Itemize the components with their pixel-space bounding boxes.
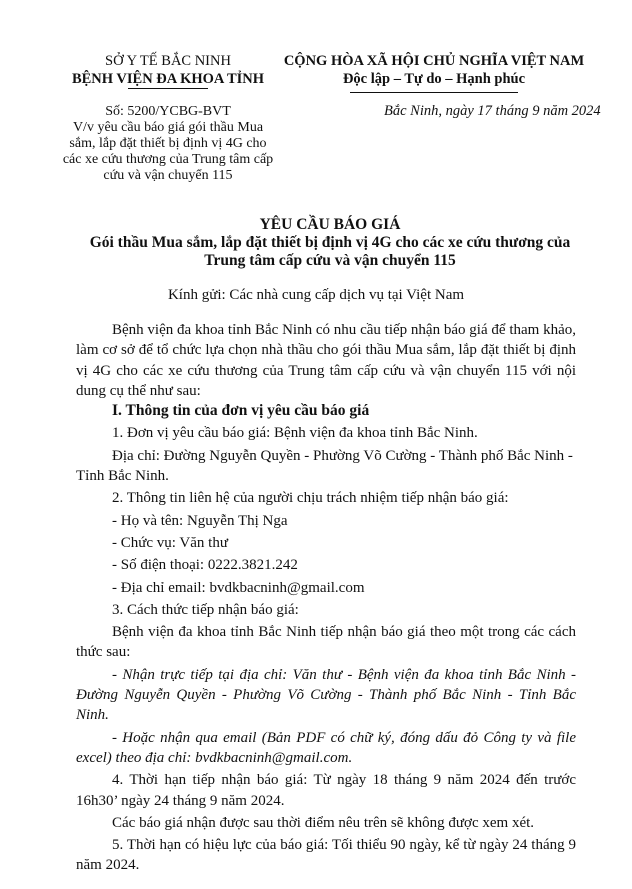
receive-intro: Bệnh viện đa khoa tỉnh Bắc Ninh tiếp nhận báo giá theo một trong các cách thức sau:: [76, 624, 576, 661]
document-body: [76, 320, 576, 876]
contact-name: - Họ và tên: Nguyễn Thị Nga: [112, 512, 288, 529]
department-name: SỞ Y TẾ BẮC NINH: [105, 53, 231, 69]
contact-phone: - Số điện thoại: 0222.3821.242: [112, 557, 298, 574]
title-line-3: Trung tâm cấp cứu và vận chuyển 115: [204, 252, 456, 269]
item-2: 2. Thông tin liên hệ của người chịu trách nhiệm tiếp nhận báo giá:: [112, 490, 509, 507]
national-header: [278, 52, 590, 93]
address-paragraph: Địa chỉ: Đường Nguyễn Quyền - Phường Võ Cường - Thành phố Bắc Ninh - Tỉnh Bắc Ninh.: [76, 447, 573, 485]
country-name: CỘNG HÒA XÃ HỘI CHỦ NGHĨA VIỆT NAM: [283, 53, 585, 69]
reference-block: [62, 104, 274, 184]
contact-position: - Chức vụ: Văn thư: [112, 534, 228, 551]
late-note: Các báo giá nhận được sau thời điểm nêu trên sẽ không được xem xét.: [112, 814, 535, 831]
reference-number: Số: 5200/YCBG-BVT: [105, 104, 231, 119]
item-5: 5. Thời hạn có hiệu lực của báo giá: Tối thiểu 90 ngày, kể từ ngày 24 tháng 9 năm 2024.: [76, 837, 576, 874]
reference-subject: V/v yêu cầu báo giá gói thầu Mua sắm, lắp đặt thiết bị định vị 4G cho các xe cứu thương của Trung tâm cấp cứu và vận chuyển 115: [62, 120, 274, 183]
receive-email: - Hoặc nhận qua email (Bản PDF có chữ ký, đóng dấu đỏ Công ty và file excel) theo địa chỉ: bvdkbacninh@gmail.com.: [76, 729, 576, 766]
national-motto: Độc lập – Tự do – Hạnh phúc: [342, 71, 526, 87]
title-main: YÊU CẦU BÁO GIÁ: [259, 216, 401, 233]
document-date: Bắc Ninh, ngày 17 tháng 9 năm 2024: [384, 103, 601, 119]
title-line-2: Gói thầu Mua sắm, lắp đặt thiết bị định vị 4G cho các xe cứu thương của: [89, 234, 571, 251]
motto-underline: [350, 92, 518, 93]
receive-direct: - Nhận trực tiếp tại địa chỉ: Văn thư - Bệnh viện đa khoa tỉnh Bắc Ninh - Đường Nguyễn Quyền - Phường Võ Cường - Thành phố Bắc Ninh - Tỉnh Bắc Ninh.: [76, 666, 576, 724]
hospital-name: BỆNH VIỆN ĐA KHOA TỈNH: [71, 71, 265, 87]
recipient-line: Kính gửi: Các nhà cung cấp dịch vụ tại Việt Nam: [167, 287, 465, 303]
section-heading: I. Thông tin của đơn vị yêu cầu báo giá: [112, 402, 370, 420]
item-3: 3. Cách thức tiếp nhận báo giá:: [112, 601, 299, 618]
item-4: 4. Thời hạn tiếp nhận báo giá: Từ ngày 18 tháng 9 năm 2024 đến trước 16h30’ ngày 24 tháng 9 năm 2024.: [76, 772, 576, 809]
issuer-block: [62, 52, 274, 89]
document-title: [62, 216, 598, 270]
intro-paragraph: Bệnh viện đa khoa tỉnh Bắc Ninh có nhu cầu tiếp nhận báo giá để tham khảo, làm cơ sở để tổ chức lựa chọn nhà thầu cho gói thầu Mua sắm, lắp đặt thiết bị định vị 4G cho các xe cứu thương của Trung tâm cấp cứu và vận chuyển 115 với nội dung cụ thể như sau:: [76, 322, 576, 399]
issuer-underline: [128, 88, 208, 89]
item-1: 1. Đơn vị yêu cầu báo giá: Bệnh viện đa khoa tỉnh Bắc Ninh.: [112, 425, 478, 442]
contact-email: - Địa chỉ email: bvdkbacninh@gmail.com: [112, 579, 365, 596]
